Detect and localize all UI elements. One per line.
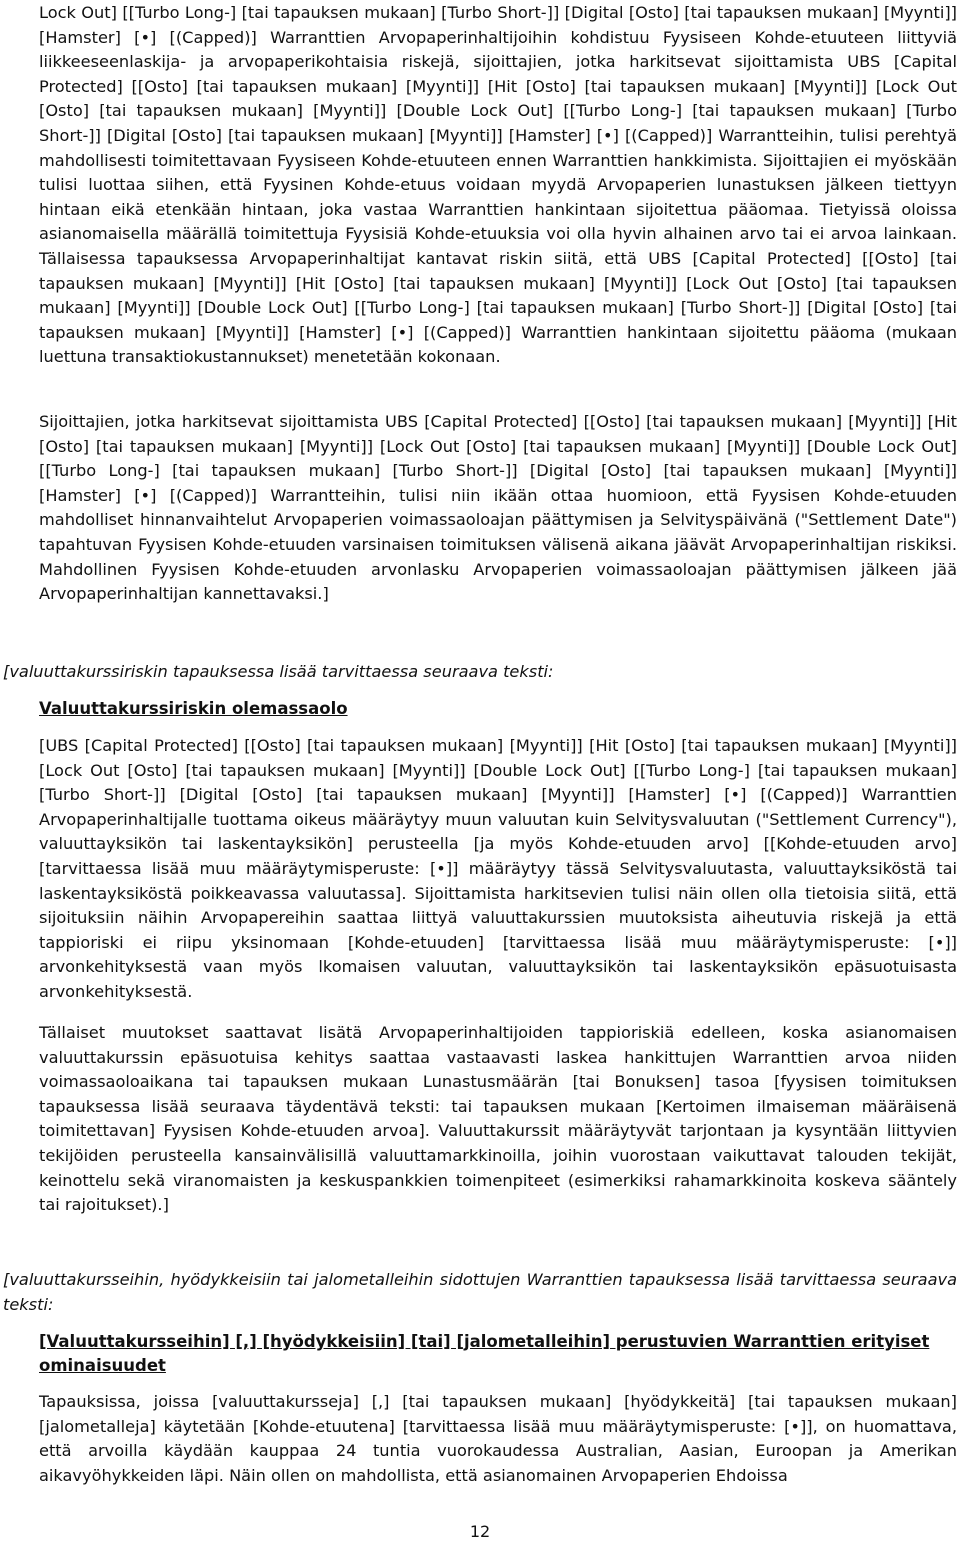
paragraph-24h-trading: Tapauksissa, joissa [valuuttakursseja] [,] [tai tapauksen mukaan] [hyödykkeitä] [tai tapauksen mukaan] [jalometalleja] käytetään [Kohde-etuutena] [tarvittaessa lisää muu määräytymisperuste: [•]], on huomattava, että arvoilla käydään kauppaa 24 tuntia vuorokaudessa Australian, Aasian, Euroopan ja Amerikan aikavyöhykkeiden läpi. Näin ollen on mahdollista, että asianomainen Arvopaperien Ehdoissa: [39, 1392, 957, 1485]
instruction-note-text: [valuuttakursseihin, hyödykkeisiin tai jalometalleihin sidottujen Warranttien tapauksessa lisää tarvittaessa seuraava teksti:: [3, 1270, 957, 1314]
section-heading-special-features: [Valuuttakursseihin] [,] [hyödykkeisiin] [tai] [jalometalleihin] perustuvien Warranttien erityiset ominaisuudet: [39, 1332, 930, 1375]
paragraph-currency-risk: [UBS [Capital Protected] [[Osto] [tai tapauksen mukaan] [Myynti]] [Hit [Osto] [tai tapauksen mukaan] [Myynti]] [Lock Out [Osto] [tai tapauksen mukaan] [Myynti]] [Double Lock Out] [[Turbo Long-] [tai tapauksen mukaan] [Turbo Short-]] [Digital [Osto] [tai tapauksen mukaan] [Myynti]] [Hamster] [•] [(Capped)] Warranttien Arvopaperinhaltijalle tuottama oikeus määräytyy muun valuutan kuin Selvitysvaluutan ("Settlement Currency"), valuuttayksikön tai laskentayksikön] perusteella [ja myös Kohde-etuuden arvo] [[Kohde-etuuden arvo] [tarvittaessa lisää muu määräytymisperuste: [•]] määräytyy tässä Selvitysvaluutasta, valuuttayksiköstä tai laskentayksiköstä poikkeavassa valuutassa]. Sijoittamista harkitsevien tulisi näin ollen olla tietoisia siitä, että sijoituksiin näihin Arvopapereihin saattaa liittyä valuuttakurssien muutoksista aiheutuvia riskejä ja että tappioriski ei riipu yksinomaan [Kohde-etuuden] [tarvittaessa lisää muu määräytymisperuste: [•]] arvonkehityksestä vaan myös lkomaisen valuutan, valuuttayksikön tai laskentayksikön epäsuotuisasta arvonkehityksestä.: [39, 736, 957, 1001]
page-number: 12: [469, 1522, 491, 1541]
instruction-note-text: [valuuttakurssiriskin tapauksessa lisää tarvittaessa seuraava teksti:: [3, 662, 554, 681]
paragraph-physical-delivery-risk: Lock Out] [[Turbo Long-] [tai tapauksen mukaan] [Turbo Short-]] [Digital [Osto] [tai tapauksen mukaan] [Myynti]] [Hamster] [•] [(Capped)] Warranttien Arvopaperinhaltijoihin kohdistuu Fyysiseen Kohde-etuuteen liittyviä liikkeeseenlaskija- ja arvopaperikohtaisia riskejä, sijoittajien, jotka harkitsevat sijoittamista UBS [Capital Protected] [[Osto] [tai tapauksen mukaan] [Myynti]] [Hit [Osto] [tai tapauksen mukaan] [Myynti]] [Lock Out [Osto] [tai tapauksen mukaan] [Myynti]] [Double Lock Out] [[Turbo Long-] [tai tapauksen mukaan] [Turbo Short-]] [Digital [Osto] [tai tapauksen mukaan] [Myynti]] [Hamster] [•] [(Capped)] Warrantteihin, tulisi perehtyä mahdollisesti toimitettavaan Fyysiseen Kohde-etuuteen ennen Warranttien hankkimista. Sijoittajien ei myöskään tulisi luottaa siihen, että Fyysinen Kohde-etuus voidaan myydä Arvopaperien lunastuksen jälkeen tiettyyn hintaan eikä etenkään hintaan, joka vastaa Warranttien hankintaan sijoitettua pääomaa. Tietyissä oloissa asianomaisella määrällä toimitettuja Fyysisiä Kohde-etuuksia voi olla hyvin alhainen arvo tai ei arvoa lainkaan. Tällaisessa tapauksessa Arvopaperinhaltijat kantavat riskin siitä, että UBS [Capital Protected] [[Osto] [tai tapauksen mukaan] [Myynti]] [Hit [Osto] [tai tapauksen mukaan] [Myynti]] [Lock Out [Osto] [tai tapauksen mukaan] [Myynti]] [Double Lock Out] [[Turbo Long-] [tai tapauksen mukaan] [Turbo Short-]] [Digital [Osto] [tai tapauksen mukaan] [Myynti]] [Hamster] [•] [(Capped)] Warranttien hankintaan sijoitettu pääoma (mukaan luettuna transaktiokustannukset) menetetään kokonaan.: [39, 3, 957, 367]
instruction-note-commodities: [3, 1268, 957, 1317]
instruction-note-currency-risk: [3, 660, 957, 685]
paragraph-exchange-rate-changes: Tällaiset muutokset saattavat lisätä Arvopaperinhaltijoiden tappioriskiä edelleen, koska asianomaisen valuuttakurssin epäsuotuisa kehitys saattaa vastaavasti laskea hankittujen Warranttien arvoa niiden voimassaoloaikana tai tapauksen mukaan Lunastusmäärän [tai Bonuksen] tasoa [fyysisen toimituksen tapauksessa lisää seuraava täydentävä teksti: tai tapauksen mukaan [Kertoimen ilmaiseman määräisenä toimitettavan] Fyysisen Kohde-etuuden arvoa]. Valuuttakurssit määräytyvät tarjontaan ja kysyntään liittyvien tekijöiden perusteella kansainvälisillä valuuttamarkkinoilla, joihin vuorostaan vaikuttavat talouden tekijät, keinottelu sekä viranomaisten ja keskuspankkien toimenpiteet (esimerkiksi rahamarkkinoita koskeva sääntely tai rajoitukset).]: [39, 1023, 957, 1215]
paragraph-price-fluctuation-risk: Sijoittajien, jotka harkitsevat sijoittamista UBS [Capital Protected] [[Osto] [tai tapauksen mukaan] [Myynti]] [Hit [Osto] [tai tapauksen mukaan] [Myynti]] [Lock Out [Osto] [tai tapauksen mukaan] [Myynti]] [Double Lock Out] [[Turbo Long-] [tai tapauksen mukaan] [Turbo Short-]] [Digital [Osto] [tai tapauksen mukaan] [Myynti]] [Hamster] [•] [(Capped)] Warrantteihin, tulisi niin ikään ottaa huomioon, että Fyysisen Kohde-etuuden mahdolliset hinnanvaihtelut Arvopaperien voimassaoloajan päättymisen ja Selvityspäivänä ("Settlement Date") tapahtuvan Fyysisen Kohde-etuuden varsinaisen toimituksen välisenä aikana jäävät Arvopaperinhaltijan riskiksi. Mahdollinen Fyysisen Kohde-etuuden arvonlasku Arvopaperien voimassaoloajan päättymisen jälkeen jää Arvopaperinhaltijan kannettavaksi.]: [39, 412, 957, 604]
section-heading-currency-risk: Valuuttakurssiriskin olemassaolo: [39, 699, 348, 718]
